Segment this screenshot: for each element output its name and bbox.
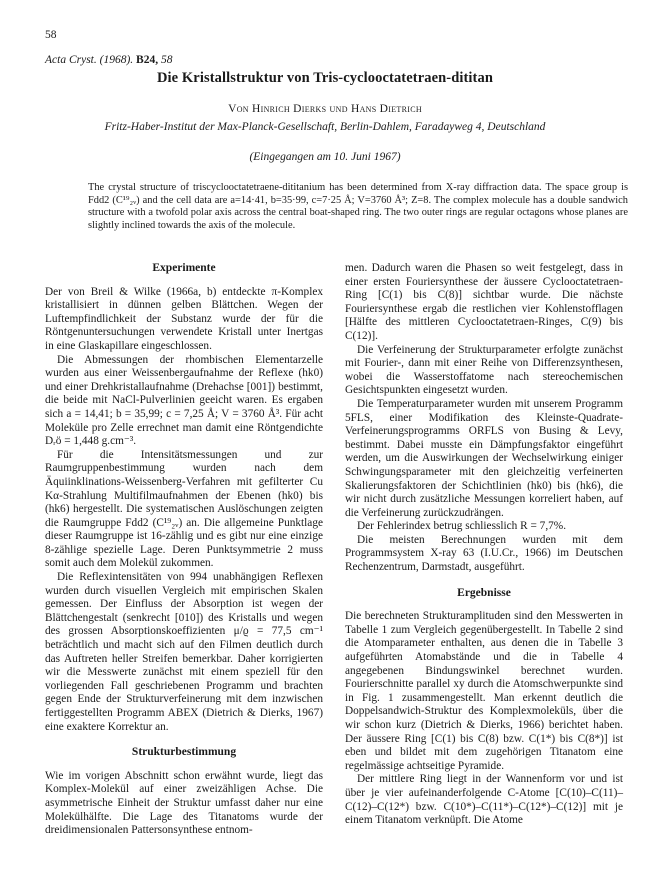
authors: Von Hinrich Dierks und Hans Dietrich (228, 103, 422, 115)
paragraph: Wie im vorigen Abschnitt schon erwähnt wurde, liegt das Komplex-Molekül auf einer zweizähligen Achse. Die asymmetrische Einheit der Struktur umfasst daher nur eine Molekülhälfte. Die Lage des Titanatoms wurde der dreidimensionalen Pattersonsynthese entnom- (45, 769, 323, 837)
section-heading-ergebnisse: Ergebnisse (457, 586, 511, 599)
paragraph: Die berechneten Strukturamplituden sind den Messwerten in Tabelle 1 zum Vergleich gegenübergestellt. In Tabelle 2 sind die Atomparameter enthalten, aus denen die in Tabelle 3 aufgeführten Atomabstände und die in Tabelle 4 angegebenen Bindungswinkel berechnet wurden. Fourierschnitte parallel xy durch die Atomschwerpunkte sind in Fig. 1 zusammengestellt. Man erkennt deutlich die Doppelsandwich-Struktur des Komplexmoleküls, über die wir schon kurz (Dietrich & Dierks, 1966) berichtet haben. Der äussere Ring [C(1) bis C(8) bzw. C(1*) bis C(8*)] ist eben und bildet mit dem zugehörigen Titanatom eine regelmässige achtseitige Pyramide. (345, 610, 623, 772)
article-title: Die Kristallstruktur von Tris-cyclooctatetraen-dititan (156, 70, 494, 86)
right-column (345, 262, 623, 828)
paragraph: Die Temperaturparameter wurden mit unserem Programm 5FLS, einer Modifikation des Kleinste-Quadrate-Verfeinerungsprogramms ORFLS von Busing & Levy, bestimmt. Dabei musste ein Dämpfungsfaktor eingeführt werden, um die Auswirkungen der Wechselwirkung einiger Schwingungsparameter mit den gleichzeitig verfeinerten Skalierungsfaktoren der Schichtlinien (hk0) bis (hk6), die wir nicht durch zusätzliche Messungen korreliert haben, auf die Verfeinerung zurückzudrängen. (345, 397, 623, 519)
paragraph: Die Verfeinerung der Strukturparameter erfolgte zunächst mit Fourier-, dann mit einer Reihe von Differenzsynthesen, wobei die Wasserstoffatome nach stereochemischen Gesichtspunkten eingesetzt wurden. (345, 343, 623, 397)
journal-page: 58 (160, 54, 173, 66)
paragraph: Der mittlere Ring liegt in der Wannenform vor und ist über je vier aufeinanderfolgende C-Atome [C(10)–C(11)–C(12)–C(12*) bzw. C(10*)–C(11*)–C(12*)–C(12)] mit je einem Titanatom verknüpft. Die Atome (345, 773, 623, 827)
journal-year: (1968). (99, 54, 134, 66)
paragraph: men. Dadurch waren die Phasen so weit festgelegt, dass in einer ersten Fouriersynthese der äussere Cyclooctatetraen-Ring [C(1) bis C(8)] sichtbar wurde. Die nächste Fouriersynthese ergab die restlichen vier Kohlenstofflagen [Hälfte des mittleren Cyclooctatetraen-Ringes, C(9) bis C(12)]. (345, 262, 623, 342)
abstract: The crystal structure of triscyclooctatetraene-dititanium has been determined from X-ray diffraction data. The space group is Fdd2 (C¹⁹₂ᵥ) and the cell data are a=14·41, b=35·99, c=7·25 Å; V=3760 Å³; Z=8. The complex molecule has a double sandwich structure with a twofold polar axis across the central boat-shaped ring. The two outer rings are regular octagons whose planes are slightly inclined towards the axis of the molecule. (88, 182, 628, 231)
paragraph: Die Abmessungen der rhombischen Elementarzelle wurden aus einer Weissenbergaufnahme der Reflexe (hk0) und einer Drehkristallaufnahme (Drehachse [001]) bestimmt, die beide mit NaCl-Pulverlinien geeicht waren. Es ergaben sich a = 14,41; b = 35,99; c = 7,25 Å; V = 3760 Å³. Für acht Moleküle pro Zelle errechnet man damit eine Röntgendichte Dᵣö = 1,448 g.cm⁻³. (45, 353, 323, 448)
journal-volume: B24, (136, 54, 159, 66)
paragraph: Der von Breil & Wilke (1966a, b) entdeckte π-Komplex kristallisiert in dünnen gelben Blättchen. Wegen der Luftempfindlichkeit der Substanz wurde der für die Röntgenuntersuchungen verwendete Kristall unter Inertgas in eine Glaskapillare eingeschlossen. (45, 285, 323, 352)
paragraph: Die Reflexintensitäten von 994 unabhängigen Reflexen wurden durch visuellen Vergleich mit empirischen Skalen gemessen. Der Einfluss der Absorption ist wegen der Blättchengestalt (senkrecht [010]) des Kristalls und wegen des grossen Absorptionskoeffizienten μ/ϱ = 77,5 cm⁻¹ beträchtlich und macht sich auf den Filmen deutlich durch das Auftreten heller Streifen bemerkbar. Daher korrigierten wir die Messwerte zunächst mit einem speziell für den vorliegenden Fall geschriebenen Programm und brachten gegen Ende der Strukturverfeinerung mit dem inzwischen fertiggestellten Programm ABEX (Dietrich & Dierks, 1967) eine exaktere Korrektur an. (45, 571, 323, 733)
left-column (45, 262, 323, 838)
received-date: (Eingegangen am 10. Juni 1967) (249, 151, 401, 163)
affiliation: Fritz-Haber-Institut der Max-Planck-Gesellschaft, Berlin-Dahlem, Faradayweg 4, Deutschland (104, 121, 546, 133)
journal-name: Acta Cryst. (45, 54, 97, 66)
section-heading-experimente: Experimente (152, 262, 216, 274)
paragraph: Der Fehlerindex betrug schliesslich R = 7,7%. (357, 520, 567, 533)
journal-reference (45, 54, 172, 66)
paragraph: Die meisten Berechnungen wurden mit dem Programmsystem X-ray 63 (I.U.Cr., 1966) im Deutschen Rechenzentrum, Darmstadt, ausgeführt. (345, 533, 623, 574)
section-heading-strukturbestimmung: Strukturbestimmung (131, 746, 237, 759)
page-number: 58 (45, 29, 57, 41)
paragraph: Für die Intensitätsmessungen und zur Raumgruppenbestimmung wurden nach dem Äquiinklinations-Weissenberg-Verfahren mit gefilterter Cu Kα-Strahlung Multifilmaufnahmen der Ebenen (hk0) bis (hk6) hergestellt. Die systematischen Auslöschungen zeigten die Raumgruppe Fdd2 (C¹⁹₂ᵥ) an. Die allgemeine Punktlage dieser Raumgruppe ist 16-zählig und es gibt nur eine einzige 8-zählige spezielle Lage. Deren Punktsymmetrie 2 muss somit auch dem Molekül zukommen. (45, 448, 323, 570)
